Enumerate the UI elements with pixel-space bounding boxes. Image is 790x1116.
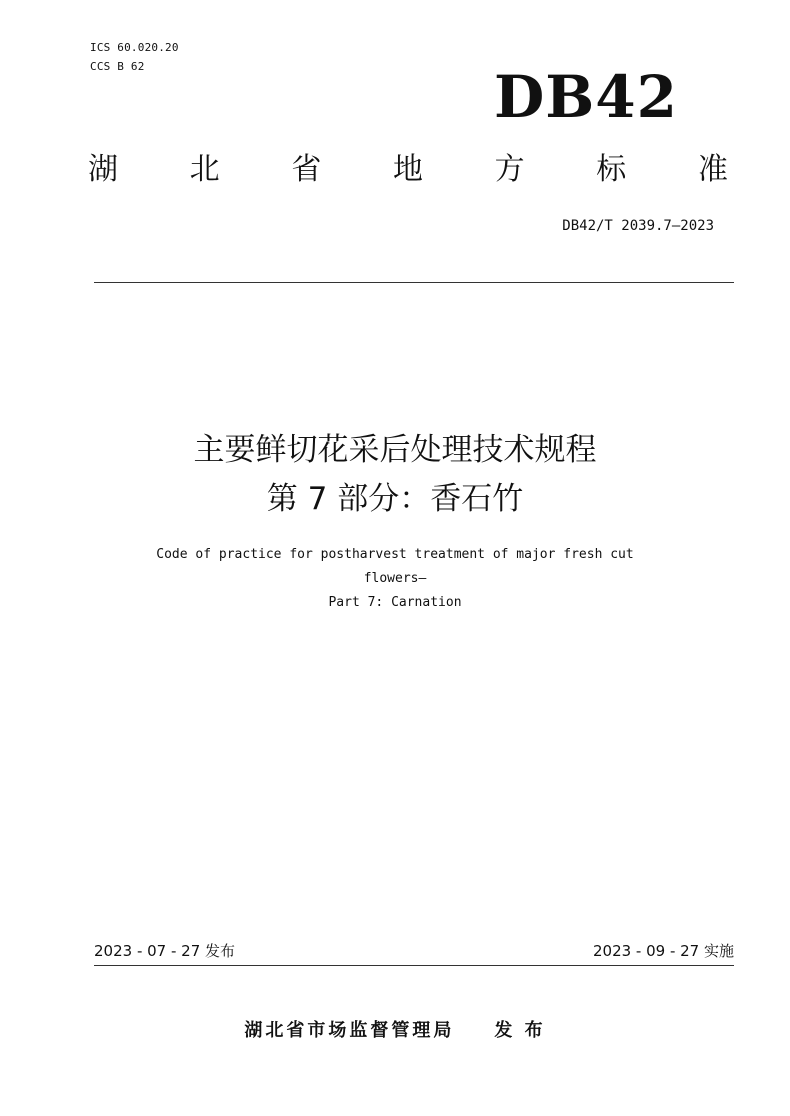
bottom-divider bbox=[94, 965, 734, 966]
issuer-action: 发 布 bbox=[494, 1020, 546, 1041]
standard-type-char: 方 bbox=[494, 152, 525, 187]
standard-type bbox=[88, 150, 728, 190]
standard-type-char: 标 bbox=[596, 152, 627, 187]
standard-type-char: 准 bbox=[697, 152, 728, 187]
standard-type-char: 湖 bbox=[88, 152, 118, 187]
top-divider bbox=[94, 282, 734, 283]
ics-code: ICS 60.020.20 bbox=[90, 41, 179, 54]
issuer-name: 湖北省市场监督管理局 bbox=[244, 1020, 455, 1041]
implementation-date: 2023 - 09 - 27 实施 bbox=[592, 942, 734, 960]
standard-code: DB42/T 2039.7—2023 bbox=[562, 218, 714, 234]
issuer-line bbox=[0, 1018, 790, 1044]
publish-date: 2023 - 07 - 27 发布 bbox=[94, 942, 236, 960]
standard-mark: DB42 bbox=[493, 63, 678, 131]
standard-type-char: 北 bbox=[189, 152, 220, 187]
title-chinese-line2: 第 7 部分：香石竹 bbox=[266, 481, 524, 517]
title-english-line3: Part 7: Carnation bbox=[328, 595, 462, 610]
ccs-code: CCS B 62 bbox=[90, 60, 145, 73]
standard-type-char: 地 bbox=[392, 152, 423, 187]
title-chinese-line1: 主要鲜切花采后处理技术规程 bbox=[193, 432, 597, 468]
title-english-line2: flowers— bbox=[363, 571, 427, 586]
standard-type-char: 省 bbox=[291, 152, 322, 187]
title-english-line1: Code of practice for postharvest treatment of major fresh cut bbox=[156, 547, 634, 562]
